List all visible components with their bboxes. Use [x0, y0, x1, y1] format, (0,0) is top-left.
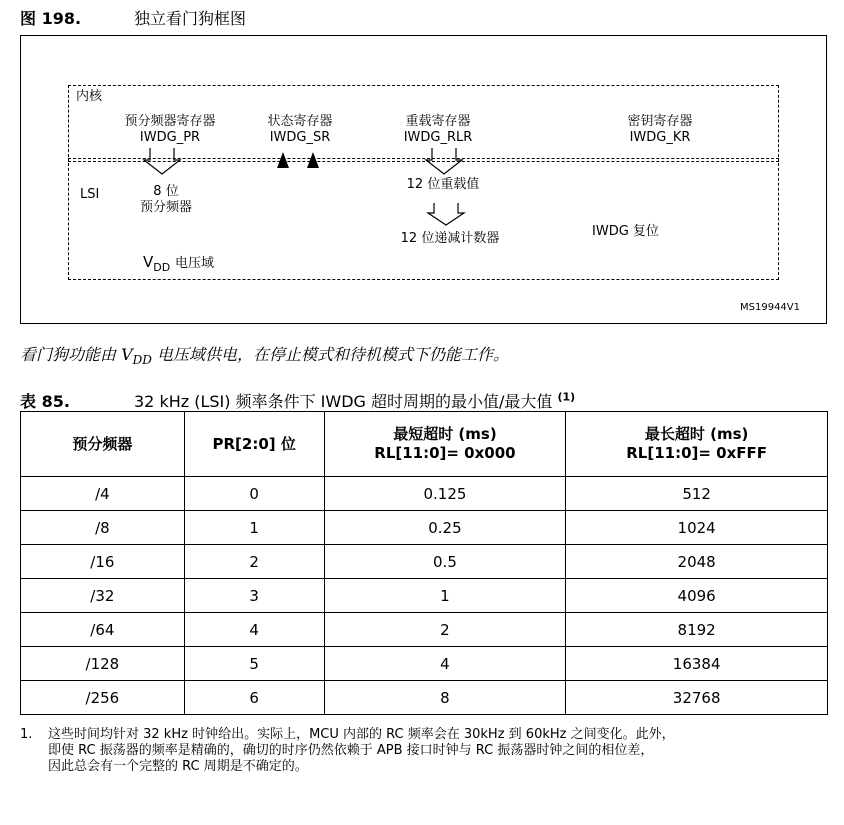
table-row [21, 647, 828, 681]
footnote-line: 即使 RC 振荡器的频率是精确的，确切的时序仍然依赖于 APB 接口时钟与 RC 振荡器时钟之间的相位差， [48, 743, 654, 758]
table-number: 表 85. [20, 392, 70, 411]
footnote-marker: 1. [20, 727, 33, 742]
register-code: IWDG_SR [269, 130, 331, 145]
reload-value-label: 12 位重载值 [406, 177, 480, 192]
down-arrow-icon [426, 148, 462, 174]
down-arrow-icon [428, 203, 464, 225]
cell: 0 [184, 477, 324, 511]
figure-caption [20, 342, 509, 367]
register-name: 预分频器寄存器 [124, 114, 216, 129]
register-code: IWDG_KR [629, 130, 691, 145]
footnote-ref: (1) [557, 390, 576, 404]
cell: 8192 [566, 613, 828, 647]
cell: /64 [21, 613, 185, 647]
figure-title: 独立看门狗框图 [134, 9, 247, 28]
cell: 1 [324, 579, 566, 613]
reset-label: IWDG 复位 [592, 224, 659, 239]
register-code: IWDG_RLR [403, 130, 473, 145]
register-name: 状态寄存器 [267, 114, 333, 129]
register-name: 密钥寄存器 [627, 114, 693, 129]
up-arrow-icon [277, 152, 289, 168]
table-row [21, 579, 828, 613]
up-arrow-icon [307, 152, 319, 168]
vdd-subscript: DD [153, 261, 171, 274]
figure-id: MS19944V1 [740, 302, 800, 313]
cell: 2048 [566, 545, 828, 579]
core-label: 内核 [76, 89, 103, 104]
header-min-timeout: 最短超时 (ms) RL[11:0]= 0x000 [324, 412, 566, 477]
vdd-domain-text: 电压域 [175, 256, 215, 271]
lsi-label: LSI [80, 187, 100, 202]
table-row [21, 613, 828, 647]
figure-number: 图 198. [20, 9, 82, 28]
cell: 0.5 [324, 545, 566, 579]
cell: 0.25 [324, 511, 566, 545]
table-row [21, 545, 828, 579]
header-prescaler: 预分频器 [21, 412, 185, 477]
vdd-symbol: V [143, 253, 154, 271]
cell: 4 [184, 613, 324, 647]
cell: 512 [566, 477, 828, 511]
cell: /256 [21, 681, 185, 715]
footnote-line: 这些时间均针对 32 kHz 时钟给出。实际上，MCU 内部的 RC 频率会在 30kHz 到 60kHz 之间变化。此外， [48, 727, 675, 742]
cell: 32768 [566, 681, 828, 715]
register-code: IWDG_PR [139, 130, 201, 145]
cell: 5 [184, 647, 324, 681]
cell: 8 [324, 681, 566, 715]
diagram-arrows [0, 0, 844, 330]
cell: /4 [21, 477, 185, 511]
cell: 0.125 [324, 477, 566, 511]
down-arrow-icon [144, 148, 180, 174]
cell: 16384 [566, 647, 828, 681]
cell: /8 [21, 511, 185, 545]
vdd-domain-label [143, 252, 214, 274]
caption-text: 看门狗功能由 V [20, 345, 133, 364]
cell: /16 [21, 545, 185, 579]
cell: 1024 [566, 511, 828, 545]
cell: /32 [21, 579, 185, 613]
cell: 2 [184, 545, 324, 579]
cell: 4096 [566, 579, 828, 613]
caption-subscript: DD [132, 353, 152, 368]
cell: 6 [184, 681, 324, 715]
timeout-table [20, 411, 828, 715]
cell: 2 [324, 613, 566, 647]
prescaler-bits: 8 位 [153, 184, 179, 199]
footnote-text [48, 727, 675, 775]
down-counter-label: 12 位递减计数器 [400, 231, 500, 246]
footnote-line: 因此总会有一个完整的 RC 周期是不确定的。 [48, 759, 308, 774]
cell: /128 [21, 647, 185, 681]
table-title [134, 389, 575, 412]
prescaler-block [126, 184, 206, 216]
prescaler-name: 预分频器 [139, 200, 192, 215]
header-pr-bits: PR[2:0] 位 [184, 412, 324, 477]
table-row [21, 681, 828, 715]
table-row [21, 477, 828, 511]
cell: 1 [184, 511, 324, 545]
table-title-text: 32 kHz (LSI) 频率条件下 IWDG 超时周期的最小值/最大值 [134, 392, 558, 411]
cell: 3 [184, 579, 324, 613]
table-row [21, 511, 828, 545]
cell: 4 [324, 647, 566, 681]
caption-text-end: 电压域供电，在停止模式和待机模式下仍能工作。 [151, 345, 509, 364]
header-max-timeout: 最长超时 (ms) RL[11:0]= 0xFFF [566, 412, 828, 477]
register-name: 重载寄存器 [405, 114, 471, 129]
table-header-row [21, 412, 828, 477]
